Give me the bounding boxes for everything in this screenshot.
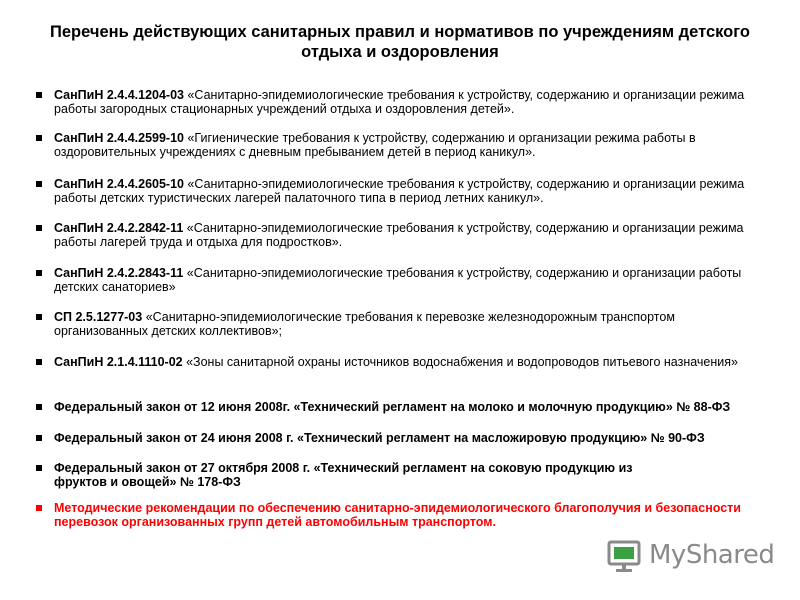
bullet-icon xyxy=(36,435,42,441)
bullet-icon xyxy=(36,359,42,365)
guidelines-text: Методические рекомендации по обеспечению санитарно-эпидемиологического благополучия и безопасности перевозок организованных групп детей автомобильным транспортом. xyxy=(54,501,741,529)
list-item xyxy=(54,461,664,489)
list-item xyxy=(54,177,754,205)
page-title: Перечень действующих санитарных правил и нормативов по учреждениям детского отдыха и оздоровления xyxy=(50,23,750,61)
law-text: Федеральный закон от 27 октября 2008 г. «Технический регламент на соковую продукцию из фруктов и овощей» № 178-ФЗ xyxy=(54,461,633,489)
document-code: СанПиН 2.4.4.2599-10 xyxy=(54,131,184,145)
document-description: «Санитарно-эпидемиологические требования к перевозке железнодорожным транспортом организованных детских коллективов»; xyxy=(54,310,675,338)
document-code: СанПиН 2.4.4.2605-10 xyxy=(54,177,184,191)
document-description: «Гигиенические требования к устройству, содержанию и организации режима работы в оздоровительных учреждениях с дневным пребыванием детей в период каникул». xyxy=(54,131,696,159)
myshared-logo xyxy=(605,536,775,576)
list-item xyxy=(54,400,754,414)
list-item xyxy=(54,131,754,159)
list-item xyxy=(54,310,754,338)
document-code: СП 2.5.1277-03 xyxy=(54,310,143,324)
list-item xyxy=(54,266,754,294)
document-description: «Санитарно-эпидемиологические требования к устройству, содержанию и организации режима работы лагерей труда и отдыха для подростков». xyxy=(54,221,744,249)
document-code: СанПиН 2.4.4.1204-03 xyxy=(54,88,184,102)
document-code: СанПиН 2.4.2.2843-11 xyxy=(54,266,184,280)
document-description: «Санитарно-эпидемиологические требования к устройству, содержанию и организации режима работы загородных стационарных учреждений отдыха и оздоровления детей». xyxy=(54,88,745,116)
document-description: «Санитарно-эпидемиологические требования к устройству, содержанию и организации режима работы детских туристических лагерей палаточного типа в период летних каникул». xyxy=(54,177,745,205)
list-item xyxy=(54,501,754,529)
bullet-icon xyxy=(36,270,42,276)
bullet-icon xyxy=(36,225,42,231)
law-text: Федеральный закон от 24 июня 2008 г. «Технический регламент на масложировую продукцию» № 90-ФЗ xyxy=(54,431,705,445)
bullet-icon xyxy=(36,181,42,187)
slideshow-icon xyxy=(605,536,645,576)
bullet-icon xyxy=(36,404,42,410)
list-item xyxy=(54,355,754,369)
bullet-icon xyxy=(36,465,42,471)
document-code: СанПиН 2.4.2.2842-11 xyxy=(54,221,184,235)
list-item xyxy=(54,221,754,249)
bullet-icon xyxy=(36,314,42,320)
document-description: «Санитарно-эпидемиологические требования к устройству, содержанию и организации работы детских санаториев» xyxy=(54,266,742,294)
document-description: «Зоны санитарной охраны источников водоснабжения и водопроводов питьевого назначения» xyxy=(182,355,738,369)
bullet-icon xyxy=(36,135,42,141)
bullet-icon xyxy=(36,92,42,98)
law-text: Федеральный закон от 12 июня 2008г. «Технический регламент на молоко и молочную продукцию» № 88-ФЗ xyxy=(54,400,731,414)
logo-text: MyShared xyxy=(649,540,775,570)
document-code: СанПиН 2.1.4.1110-02 xyxy=(54,355,183,369)
bullet-icon xyxy=(36,505,42,511)
list-item xyxy=(54,431,754,445)
list-item xyxy=(54,88,754,116)
